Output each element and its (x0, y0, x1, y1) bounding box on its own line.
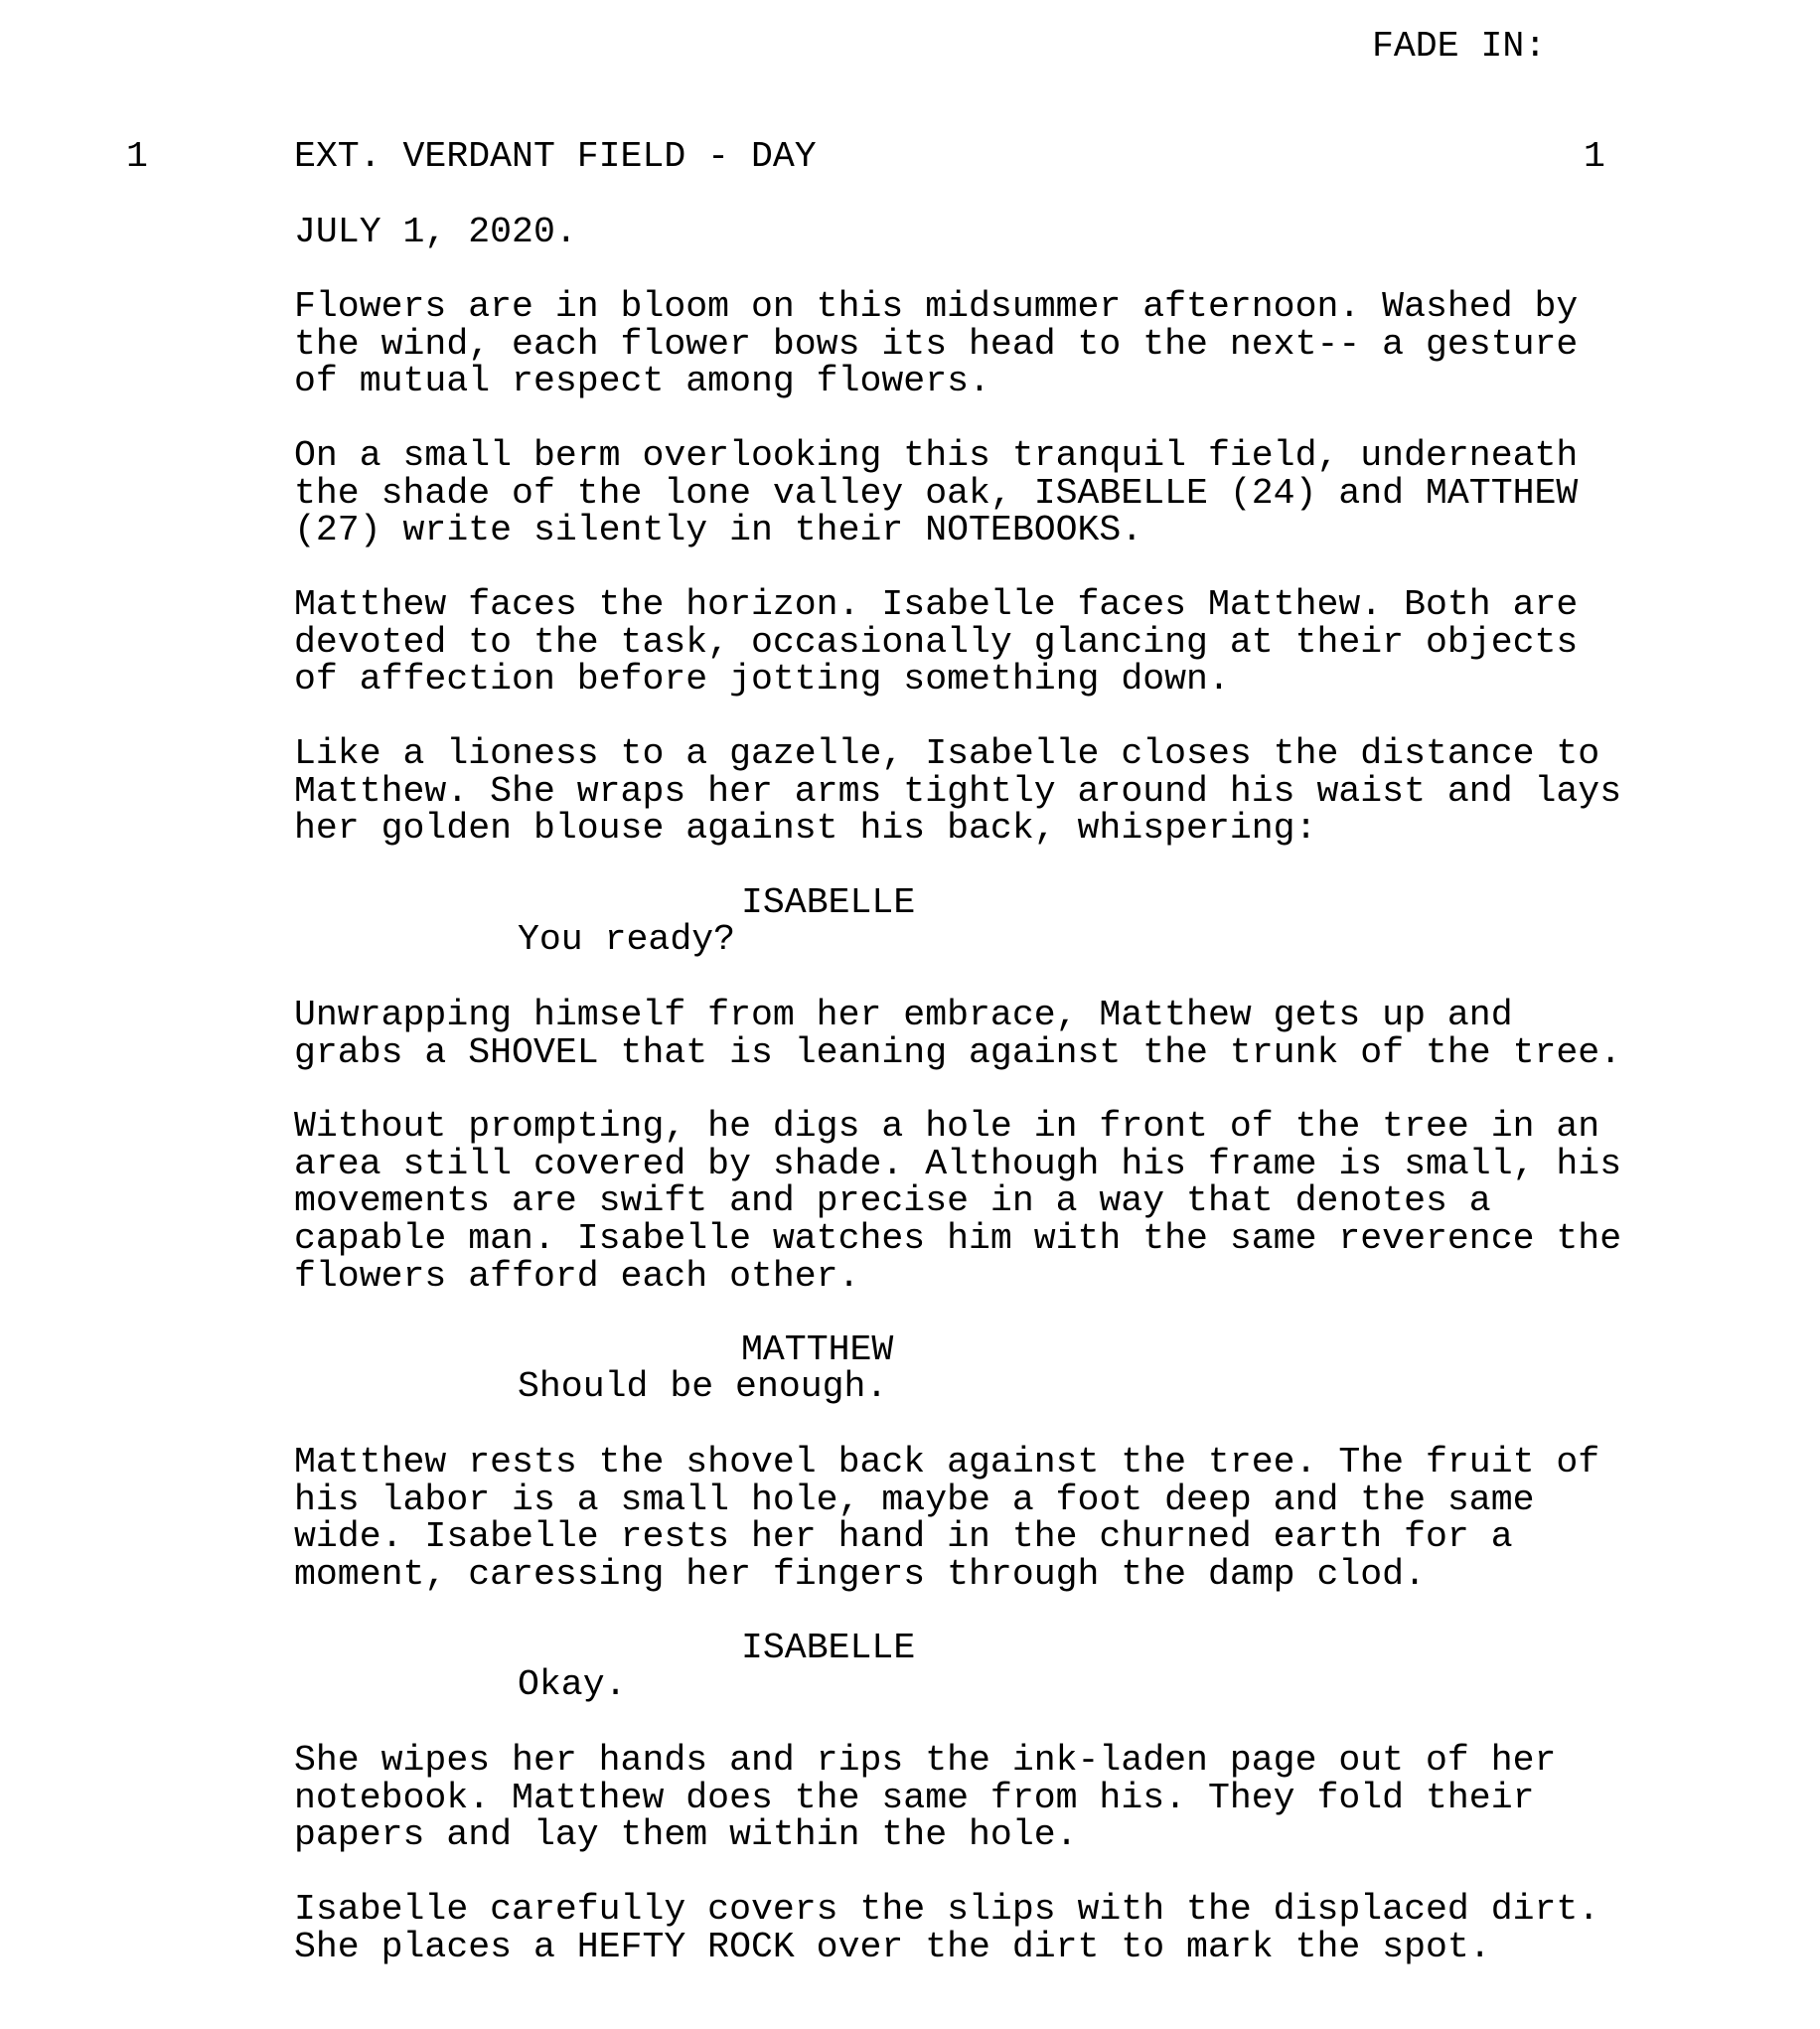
action-paragraph: Matthew rests the shovel back against the tree. The fruit of his labor is a small hole, maybe a foot deep and the same wide. Isabelle rests her hand in the churned earth for a moment, caressing her fingers through the damp clod. (294, 1442, 1600, 1596)
character-name: MATTHEW (741, 1329, 894, 1370)
action-paragraph: Unwrapping himself from her embrace, Matthew gets up and grabs a SHOVEL that is leaning against the trunk of the tree. (294, 995, 1622, 1073)
action-paragraph: On a small berm overlooking this tranquil field, underneath the shade of the lone valley oak, ISABELLE (24) and MATTHEW (27) write silently in their NOTEBOOKS. (294, 435, 1579, 551)
action-paragraph: She wipes her hands and rips the ink-laden page out of her notebook. Matthew does the same from his. They fold their papers and lay them within the hole. (294, 1740, 1557, 1856)
character-name: ISABELLE (741, 882, 916, 923)
action-paragraph: Without prompting, he digs a hole in front of the tree in an area still covered by shade. Although his frame is small, his movements are swift and precise in a way that denotes a capable man. Isabelle watches him with the same reverence the flowers afford each other. (294, 1106, 1622, 1297)
action-paragraph: Flowers are in bloom on this midsummer afternoon. Washed by the wind, each flower bows its head to the next-- a gesture of mutual respect among flowers. (294, 286, 1579, 402)
action-paragraph: Like a lioness to a gazelle, Isabelle closes the distance to Matthew. She wraps her arms tightly around his waist and lays her golden blouse against his back, whispering: (294, 733, 1622, 850)
dialogue-line: You ready? (518, 919, 736, 960)
scene-heading: EXT. VERDANT FIELD - DAY (294, 136, 817, 177)
action-paragraph: Isabelle carefully covers the slips with the displaced dirt. She places a HEFTY ROCK over the dirt to mark the spot. (294, 1889, 1600, 1967)
date-line: JULY 1, 2020. (294, 212, 577, 252)
scene-number-left: 1 (126, 136, 148, 177)
scene-number-right: 1 (1584, 136, 1605, 177)
character-name: ISABELLE (741, 1628, 916, 1668)
dialogue-line: Okay. (518, 1664, 627, 1705)
transition-fade-in: FADE IN: (1372, 26, 1547, 67)
action-paragraph: Matthew faces the horizon. Isabelle faces Matthew. Both are devoted to the task, occasionally glancing at their objects of affection before jotting something down. (294, 584, 1579, 701)
dialogue-line: Should be enough. (518, 1366, 888, 1407)
